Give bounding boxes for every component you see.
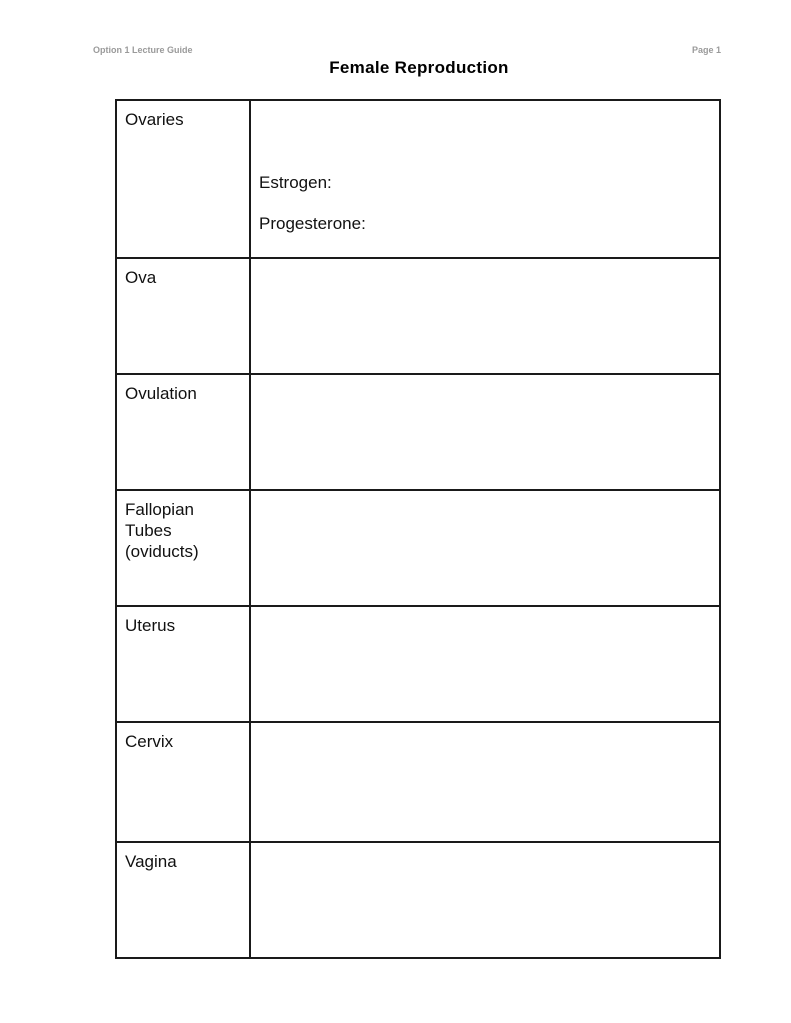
term-cell	[116, 490, 250, 606]
notes-cell[interactable]	[250, 374, 720, 490]
page-number: Page 1	[691, 45, 721, 55]
estrogen-label: Estrogen:	[259, 173, 332, 192]
table-row-vagina	[116, 842, 720, 958]
table-row-uterus	[116, 606, 720, 722]
table-row-ovaries	[116, 100, 720, 258]
notes-cell[interactable]	[250, 722, 720, 842]
notes-table	[115, 99, 721, 959]
term-cell	[116, 258, 250, 374]
notes-cell[interactable]	[250, 606, 720, 722]
term-label: Uterus	[125, 616, 176, 635]
term-label: Vagina	[125, 852, 177, 871]
notes-cell[interactable]	[250, 100, 720, 258]
term-label: Fallopian Tubes (oviducts)	[125, 500, 199, 561]
term-cell	[116, 606, 250, 722]
term-label: Ovulation	[125, 384, 197, 403]
table-row-ova	[116, 258, 720, 374]
term-cell	[116, 842, 250, 958]
table-row-ovulation	[116, 374, 720, 490]
term-cell	[116, 374, 250, 490]
notes-cell[interactable]	[250, 842, 720, 958]
notes-cell[interactable]	[250, 490, 720, 606]
term-label: Cervix	[125, 732, 174, 751]
term-cell	[116, 100, 250, 258]
page-title: Female Reproduction	[329, 58, 509, 77]
notes-cell[interactable]	[250, 258, 720, 374]
table-row-fallopian-tubes	[116, 490, 720, 606]
term-label: Ovaries	[125, 110, 184, 129]
term-cell	[116, 722, 250, 842]
progesterone-label: Progesterone:	[259, 214, 366, 233]
header-guide-label: Option 1 Lecture Guide	[93, 45, 193, 55]
table-row-cervix	[116, 722, 720, 842]
term-label: Ova	[125, 268, 157, 287]
